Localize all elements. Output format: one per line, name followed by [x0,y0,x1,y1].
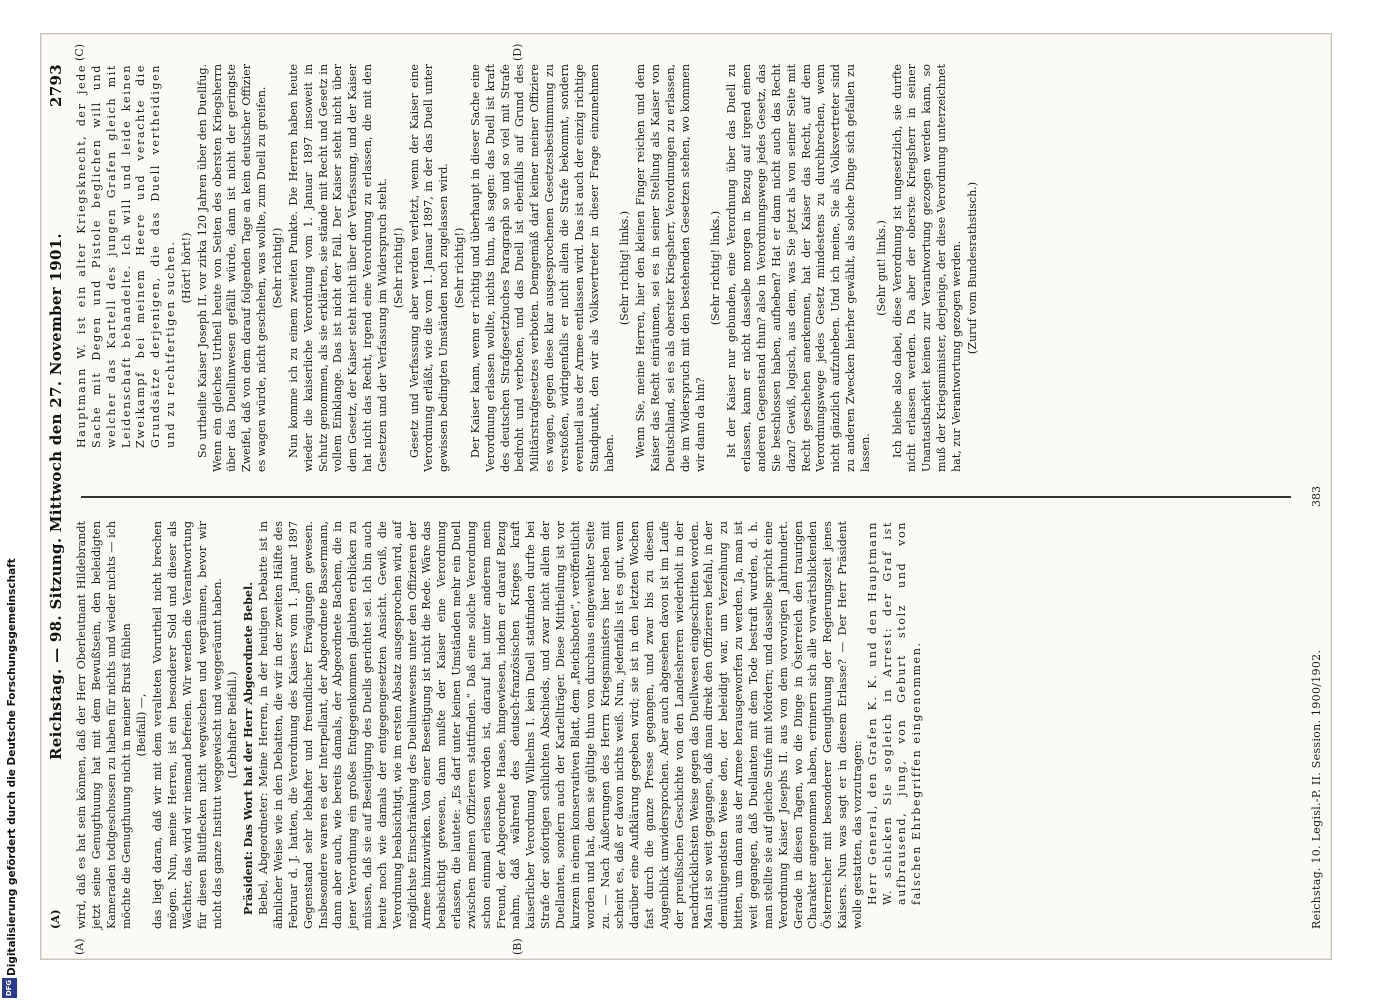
interjection: (Lebhafter Beifall.) [226,671,240,779]
interjection: (Zuruf vom Bundesrathstisch.) [965,181,979,355]
footer-folio: 383 [1310,486,1323,507]
paragraph: Bebel, Abgeordneter: Meine Herren, in der heutigen Debatte ist in ähnlicher Weise wie in den Debatten, die wir in der zweiten Hälfte des Februar d. J. hatten, die Verordnung des Kaisers vom 1. Januar 1897 Gegenstand sehr lebhafter und freundlicher Erwägungen gewesen. Insbesondere waren es der Interpellant, der Abgeordnete Bassermann, dann aber auch, wie bereits damals, der Abgeordnete Bachem, die in jener Verordnung ein großes Entgegenkommen glaubten erblicken zu müssen, daß sie auf Beseitigung des Duells gerichtet sei. Ich bin auch heute noch wie damals der entgegengesetzten Ansicht. Gewiß, die Verordnung beabsichtigt, wie im ersten Absatz ausgesprochen wird, auf möglichste Einschränkung des Duellunwesens unter den Offizieren der Armee hinzuwirken. Von einer Beseitigung ist nicht die Rede. Wäre das beabsichtigt gewesen, dann mußte der Kaiser eine Verordnung erlassen, die lautete: „Es darf unter keinen Umständen mehr ein Duell zwischen meinen Offizieren stattfinden.“ Daß eine solche Verordnung schon einmal erlassen worden ist, darauf hat unter anderem mein Freund, der Abgeordnete Haase, hingewiesen, indem er darauf Bezug nahm, daß während des deutsch-französischen Krieges kraft kaiserlicher Verordnung Wilhelms I. kein Duell stattfinden durfte bei Strafe der sofortigen schlichten Abschieds, und zwar nicht allein der Duellanten, sondern auch der Kartellträger. Diese Mittheilung ist vor kurzem in einem konservativen Blatt, dem „Reichsboten“, veröffentlicht worden und hat, dem sie gültige thun von durchaus eingeweihter Seite zu. — Nach Äußerungen des Herrn Kriegsministers hier neben mit scheint es, daß er davon nichts weiß. Nun, jedenfalls ist es gut, wenn darüber eine Aufklärung gegeben wird; sie ist in den letzten Wochen fast durch die ganze Presse gegangen, und zwar bis zu diesem Augenblick unwidersprochen. Aber auch abgesehen davon ist im Laufe der preußischen Geschichte von den Landesherren wiederholt in der nachdrücklichsten Weise gegen das Duellwesen eingeschritten worden. Man ist so weit gegangen, daß man direkt den Offizieren befahl, in der demüthigendsten Weise den, der beleidigt war, um Verzeihung zu bitten, um dann aus der Armee herausgeworfen zu werden. Ja, man ist weit gegangen, daß Duellanten mit dem Tode bestraft wurden, d. h. man stellte sie auf gleiche Stufe mit Mördern; und dasselbe spricht eine Verordnung Kaiser Josephs II. aus von dem vorvorigen Jahrhundert. Gerade in diesen Tagen, wo die Dinge in Österreich den traurigen Charakter angenommen haben, erinnern sich alle vorwärtsblickenden Österreicher mit besonderer Genugthuung der Regierungszeit jenes Kaisers. Nun was sagt er in diesem Erlasse? — Der Herr Präsident wolle gestatten, das vorzutragen: [257,521,864,929]
paragraph: Der Kaiser kann, wenn er richtig und überhaupt in dieser Sache eine Verordnung erlassen wollte, nichts thun, als sagen: das Duell ist kraft des deutschen Strafgesetzbuches Paragraph so und so viel mit Strafe bedroht und verboten, und das Duell ist ebenfalls auf Grund des Militärstrafgesetzes verboten. Demgemäß darf keiner meiner Offiziere es wagen, gegen diese klar ausgesprochenen Gesetzesbestimmung zu verstoßen, widrigenfalls er nicht allein die Strafe bekommt, sondern eventuell aus der Armee entlassen wird. Das ist auch der einzig richtige Standpunkt, den wir als Volksvertreter in dieser Frage einzunehmen haben. [468,64,616,472]
left-column [75,521,1295,929]
header-page-number: 2793 [47,64,65,107]
right-column [75,64,1295,472]
interjection: (Sehr gut! links.) [874,220,888,316]
document-page [40,33,1332,960]
speaker-line: Präsident: Das Wort hat der Herr Abgeordnete Bebel. [242,581,256,915]
margin-marker-c: (C) [73,44,86,61]
interjection: (Beifall) —, [135,693,149,757]
paragraph: Nun komme ich zu einem zweiten Punkte. Die Herren haben heute wieder die kaiserliche Verordnung vom 1. Januar 1897 insoweit in Schutz genommen, als sie erklärten, sie stände mit Recht und Gesetz in vollem Einklange. Das ist nicht der Fall. Der Kaiser steht nicht über dem Gesetz, der Kaiser steht nicht über der Verfassung, und der Kaiser hat nicht das Recht, irgend eine Verordnung zu erlassen, die mit den Gesetzen und der Verfassung im Widerspruch steht. [286,64,389,472]
dfg-logo [2,978,17,998]
interjection: (Sehr richtig!) [270,227,284,309]
paragraph: das liegt daran, daß wir mit dem veralteten Vorurtheil nicht brechen mögen. Nun, meine Herren, ist ein besonderer Sold und dieser als Wächter, das wird wir niemand befreien. Wir werden die Verantwortung für diesen Blutflecken nicht wegwischen und wegräumen, bevor wir nicht das ganze Institut weggewischt und weggeräumt haben. [151,521,224,929]
running-header [45,64,71,929]
quoted-order: Herr General, den Grafen K. K. und den Hauptmann W. schicken Sie sogleich in Arrest: der Graf ist aufbrausend, jung, von Geburt stolz und von falschen Ehrbegriffen eingenommen. [865,521,924,905]
interjection: (Sehr richtig! links.) [709,210,723,326]
paragraph: Wenn Sie, meine Herren, hier den kleinen Finger reichen und dem Kaiser das Recht einräumen, sei es in seiner Stellung als Kaiser von Deutschland, sei es als oberster Kriegsherr, Verordnungen zu erlassen, die im Widerspruch mit den bestehenden Gesetzen stehen, wo kommen wir dann da hin? [634,64,707,472]
header-side-marker: (A) [49,909,62,929]
interjection: (Sehr richtig!) [453,227,467,309]
margin-marker-b: (B) [511,938,524,955]
paragraph: wird, daß es hat sein können, daß der Herr Oberleutnant Hildebrandt jetzt seine Genugthuung hat mit dem Bewußtsein, den beleidigten Kameraden todtgeschossen zu haben für nichts und wieder nichts — ich möchte die Genugthuung nicht in meiner Brust fühlen [75,521,133,929]
interjection: (Sehr richtig! links.) [618,210,632,326]
paragraph: Ist der Kaiser nur gebunden, eine Verordnung über das Duell zu erlassen, kann er nicht dasselbe morgen in Bezug auf irgend einen anderen Gegenstand thun? also in Verordnungswege jedes Gesetz, das Sie beschlossen haben, aufheben? Hat er dann nicht auch das Recht dazu? Gewiß, logisch, aus dem, was Sie jetzt als von seiner Seite mit Recht geschehen anerkennen, hat der Kaiser das Recht, auf dem Verordnungswege jedes Gesetz mindestens zu durchbrechen, wenn nicht gänzlich aufzuheben. Und ich meine, Sie als Volksvertreter sind zu anderen Zwecken hierher gewählt, als solche Dinge sich gefallen zu lassen. [725,64,872,472]
footer-publication: Reichstag. 10. Legisl.-P. II. Session. 1900/1902. [1310,649,1323,929]
paragraph: Gesetz und Verfassung aber werden verletzt, wenn der Kaiser eine Verordnung erläßt, wie die vom 1. Januar 1897, in der das Duell unter gewissen bedingten Umständen noch zugelassen wird. [407,64,451,472]
digitization-notice: Digitalisierung gefördert durch die Deutsche Forschungsgemeinschaft [6,558,18,976]
quoted-order: Hauptmann W. ist ein alter Kriegsknecht, der jede Sache mit Degen und Pistole beglichen will und welcher das Kartell des jungen Grafen gleich mit Leidenschaft behandelte. Ich will und leide keinen Zweikampf bei meinem Heere und verachte die Grundsätze derjenigen, die das Duell vertheidigen und zu rechtfertigen suchen. [75,64,178,448]
interjection: (Sehr richtig!) [391,227,405,309]
margin-marker-d: (D) [511,43,524,61]
column-divider [81,496,1291,498]
margin-marker-a: (A) [73,938,86,955]
digitization-strip [0,0,20,1000]
paragraph: Ich bleibe also dabei, diese Verordnung ist ungesetzlich, sie durfte nicht erlassen werden. Da aber der oberste Kriegsherr in seiner Unantastbarkeit keinen zur Verantwortung gezogen werden kann, so muß der Kriegsminister, derjenige, der diese Verordnung unterzeichnet hat, zur Verantwortung gezogen werden. [890,64,963,472]
paragraph: So urtheilte Kaiser Joseph II. vor zirka 120 Jahren über den Duellfug. Wenn ein gleiches Urtheil heute von Seiten des obersten Kriegsherrn über das Duellunwesen gefällt würde, dann ist nicht der geringste Zweifel, daß von dem darauf folgenden Tage an kein deutscher Offizier es wagen würde, nicht geschehen, was wollte, zum Duell zu greifen. [195,64,269,472]
dfg-logo-text: DFG [5,979,14,997]
header-title: Reichstag. — 98. Sitzung. Mittwoch den 27. November 1901. [47,233,65,760]
interjection: (Hört! hört!) [179,232,193,304]
